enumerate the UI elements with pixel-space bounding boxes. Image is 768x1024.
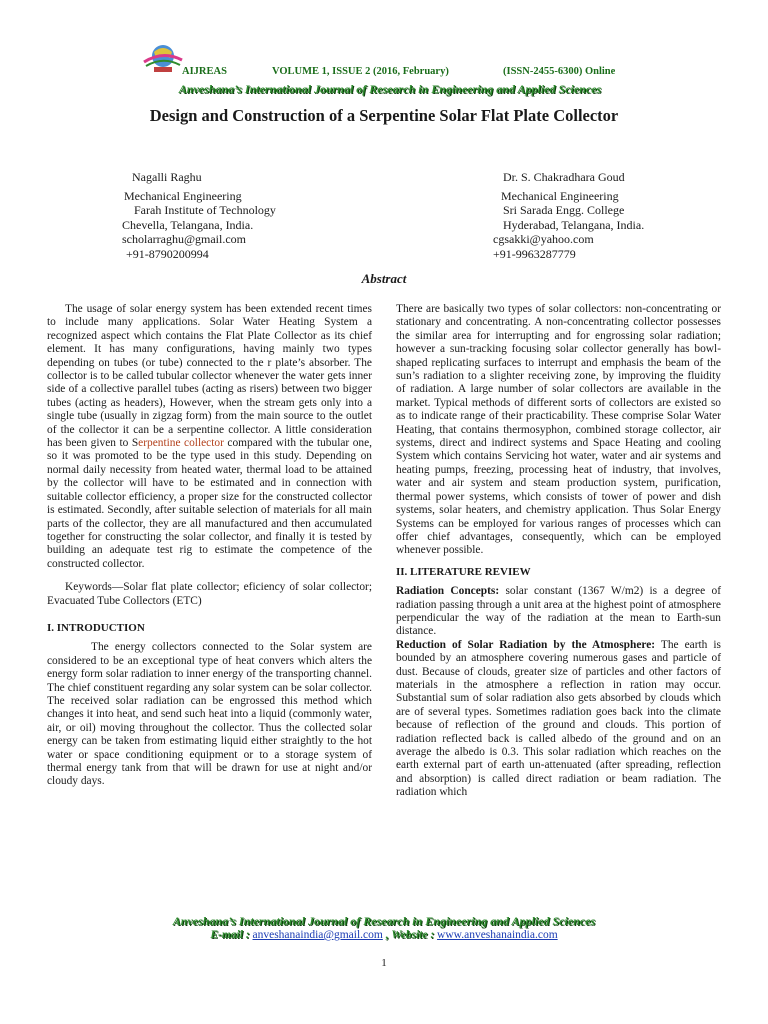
- right-column: [396, 303, 721, 807]
- collector-types-text: There are basically two types of solar collectors: non-concentrating or stationary and concentrating. A non-concentrating collector possesses the similar area for interrupting and for engrossing solar radiation; however a sun-tracking focusing solar collector generally has bowl-shaped replicating surfaces to interrupt and emphasis the beam of the sun’s radiation to a slighter receiving zone, by improving the fluidity of radiation. A large number of solar collectors are available in the market. Typical methods of different sorts of collectors are existed so as to indicate range of their practicability. These comprise Solar Water Heating, that contains thermosyphon, combined storage collector, air systems, direct and indirect systems and Space Heating and cooling System which contains Servicing hot water, water and air systems and heating pumps, freezing, processing heat of industry, that involves, water and air system and steam production system, purification, thermal power systems, which consists of tower of power and dish systems, solar heaters, and chemistry application. Thus Solar Energy Systems can be employed for various ranges of processes which can offer chief advantages, consequently, which can be employed whenever possible.: [396, 303, 721, 557]
- page-footer: [0, 914, 768, 941]
- author-dept: Mechanical Engineering: [501, 188, 619, 203]
- intro-heading: I. INTRODUCTION: [47, 621, 145, 634]
- journal-header: [140, 38, 640, 108]
- author-location: Chevella, Telangana, India.: [122, 217, 254, 232]
- left-column: [47, 303, 372, 796]
- author-institute: Farah Institute of Technology: [134, 203, 276, 217]
- author-location: Hyderabad, Telangana, India.: [503, 217, 645, 232]
- author-dept: Mechanical Engineering: [124, 188, 242, 203]
- issn-info: (ISSN-2455-6300) Online: [503, 66, 616, 77]
- author-phone: +91-9963287779: [493, 246, 576, 261]
- radiation-reduction: Reduction of Solar Radiation by the Atmosphere: The earth is bounded by an atmosphere covering numerous gases and particle of dust. Because of clouds, greater size of particles and other factors of materials in the atmosphere a reflection in ration may occur. Substantial sum of solar radiation also gets absorbed by clouds which are of several types. Sometimes radiation goes back into the climate because of reflection of the ground and clouds. This portion of radiation reflected back is called albedo of the ground and on an average the albedo is 0.3. This solar radiation which reaches on the earth external part of earth un-attenuated (after spreading, reflection and absorption) is called direct radiation or beam radiation. The radiation which: [396, 638, 721, 799]
- footer-contact: E-mail : anveshanaindia@gmail.com , Website : www.anveshanaindia.com: [210, 929, 558, 941]
- radiation-concepts: Radiation Concepts: solar constant (1367 W/m2) is a degree of radiation passing through a unit area at the highest point of atmosphere perpendicular the way of the radiation at the mean to Earth-sun distance.: [396, 585, 721, 638]
- footer-journal: Anveshana’s International Journal of Research in Engineering and Applied Sciences: [172, 914, 596, 928]
- footer-website-link[interactable]: www.anveshanaindia.com: [437, 929, 558, 941]
- author-phone: +91-8790200994: [126, 246, 209, 261]
- author-block-2: [493, 170, 644, 261]
- volume-info: VOLUME 1, ISSUE 2 (2016, February): [272, 66, 449, 77]
- author-email: cgsakki@yahoo.com: [493, 232, 594, 246]
- author-name: Dr. S. Chakradhara Goud: [503, 170, 625, 184]
- journal-logo-icon: [140, 38, 186, 78]
- keywords: Keywords—Solar flat plate collector; eficiency of solar collector; Evacuated Tube Collectors (ETC): [47, 581, 372, 607]
- author-institute: Sri Sarada Engg. College: [503, 203, 625, 217]
- intro-text: The energy collectors connected to the Solar system are considered to be an exceptional type of heat convers which alters the energy form solar radiation to inner energy of the transporting channel. The chief constituent regarding any solar system can be solar collector. The received solar radiation can be engrossed this method which changes it into heat, and send such heat into a liquid (commonly water, air, or oil) moving throughout the collector. Thus the collected solar energy can be taken from estimating liquid either straightly to the hot water or space conditioning equipment or to a storage system of thermal energy tank from that will be drawn for use at night and/or cloudy days.: [47, 641, 372, 788]
- page-number: 1: [381, 957, 387, 969]
- journal-name: Anveshana’s International Journal of Research in Engineering and Applied Sciences: [178, 82, 602, 96]
- author-email: scholarraghu@gmail.com: [122, 232, 247, 246]
- literature-heading: II. LITERATURE REVIEW: [396, 565, 531, 578]
- paper-title: Design and Construction of a Serpentine Solar Flat Plate Collector: [149, 106, 619, 125]
- author-block-1: [122, 170, 276, 261]
- journal-abbr: AIJREAS: [182, 66, 227, 77]
- footer-email-link[interactable]: anveshanaindia@gmail.com: [252, 929, 383, 941]
- author-name: Nagalli Raghu: [132, 170, 202, 184]
- abstract-text: The usage of solar energy system has been extended recent times to include many applications. Solar Water Heating System a recognized aspect which contains the Flat Plate Collector as its chief element. It has many configurations, having mainly two types depending on tubes (or tube) connected to the r plate’s absorber. The collector is to be called tubular collector whenever the water gets inner side of a collective parallel tubes (acting as risers) between two bigger tubes (acting as headers), However, when the stream gets only into a single tube (usually in zigzag form) from the main source to the outlet of the collector it can be a serpentine collector. A little consideration has been given to Serpentine collector compared with the tubular one, so it was promoted to be the type used in this study. Depending on normal daily necessity from heated water, thermal load to be attained by the collector will have to be estimated and in connection with suitable collector efficiency, a proper size for the constructed collector is estimated. Secondly, after suitable selection of materials for all main parts of the collector, they are all manufactured and then accumulated together for constructing the solar collector, and finally it is tested by building an adequate test rig to estimate the competence of the constructed collector.: [47, 303, 372, 570]
- abstract-heading: Abstract: [361, 271, 407, 286]
